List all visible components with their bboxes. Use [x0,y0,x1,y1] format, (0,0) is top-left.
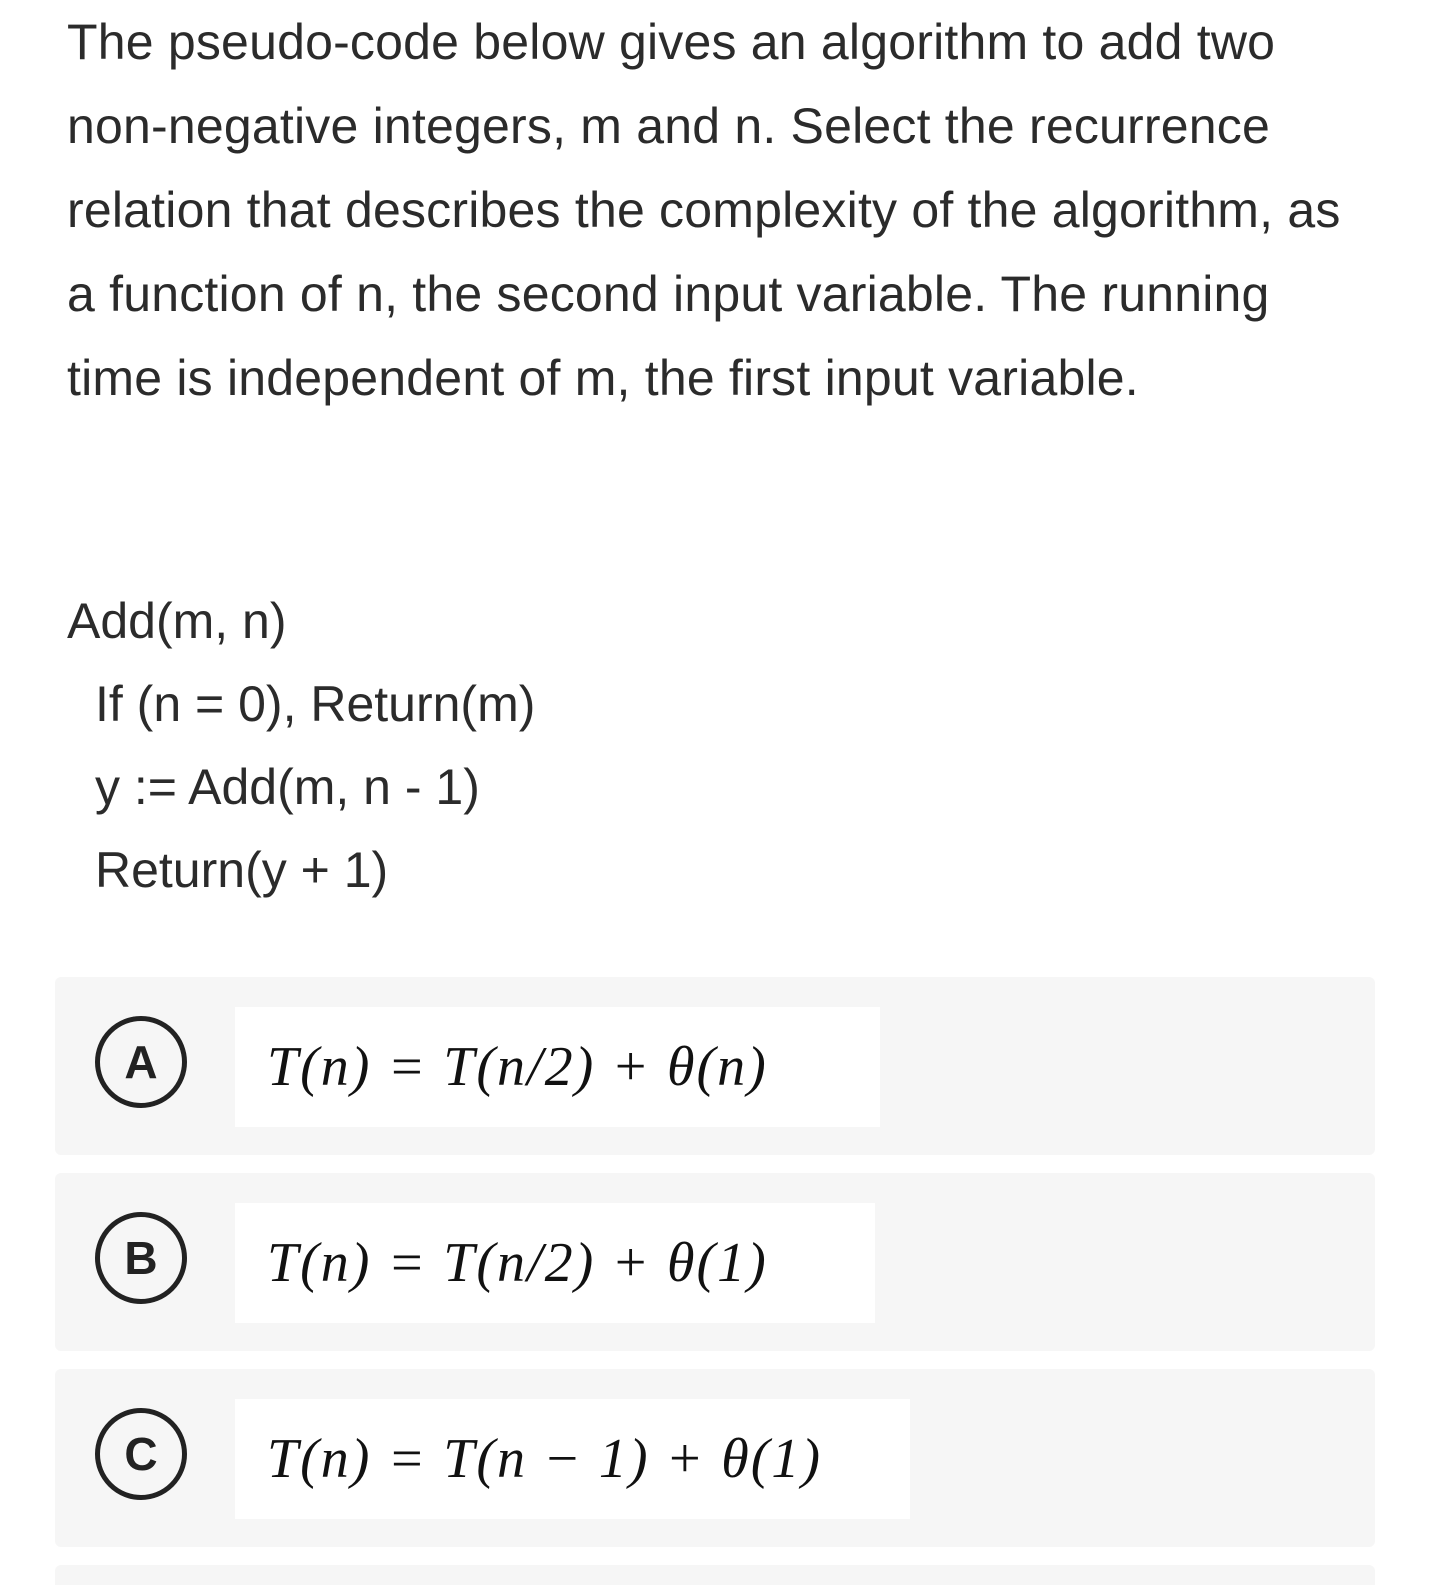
formula-box [235,1399,910,1519]
pseudo-code-block [67,580,967,912]
formula-box [235,1007,880,1127]
option-letter-badge: A [95,1016,187,1108]
option-formula: T(n) = T(n/2) + θ(1) [267,1232,768,1294]
option-letter-badge: B [95,1212,187,1304]
code-line: Add(m, n) [67,593,287,649]
option-formula: T(n) = T(n/2) + θ(n) [267,1036,768,1098]
answer-option-partial[interactable] [55,1565,1375,1585]
code-line: y := Add(m, n - 1) [95,759,480,815]
formula-box [235,1203,875,1323]
answer-option-c[interactable] [55,1369,1375,1547]
option-formula: T(n) = T(n − 1) + θ(1) [267,1428,823,1490]
answer-option-b[interactable] [55,1173,1375,1351]
question-text: The pseudo-code below gives an algorithm to add two non-negative integers, m and n. Select the recurrence relation that describes the complexity of the algorithm, as a function of n, the second input variable. The running time is independent of m, the first input variable. [67,14,1341,406]
code-line: Return(y + 1) [95,842,389,898]
code-line: If (n = 0), Return(m) [95,676,536,732]
option-letter-badge: C [95,1408,187,1500]
answer-option-a[interactable] [55,977,1375,1155]
